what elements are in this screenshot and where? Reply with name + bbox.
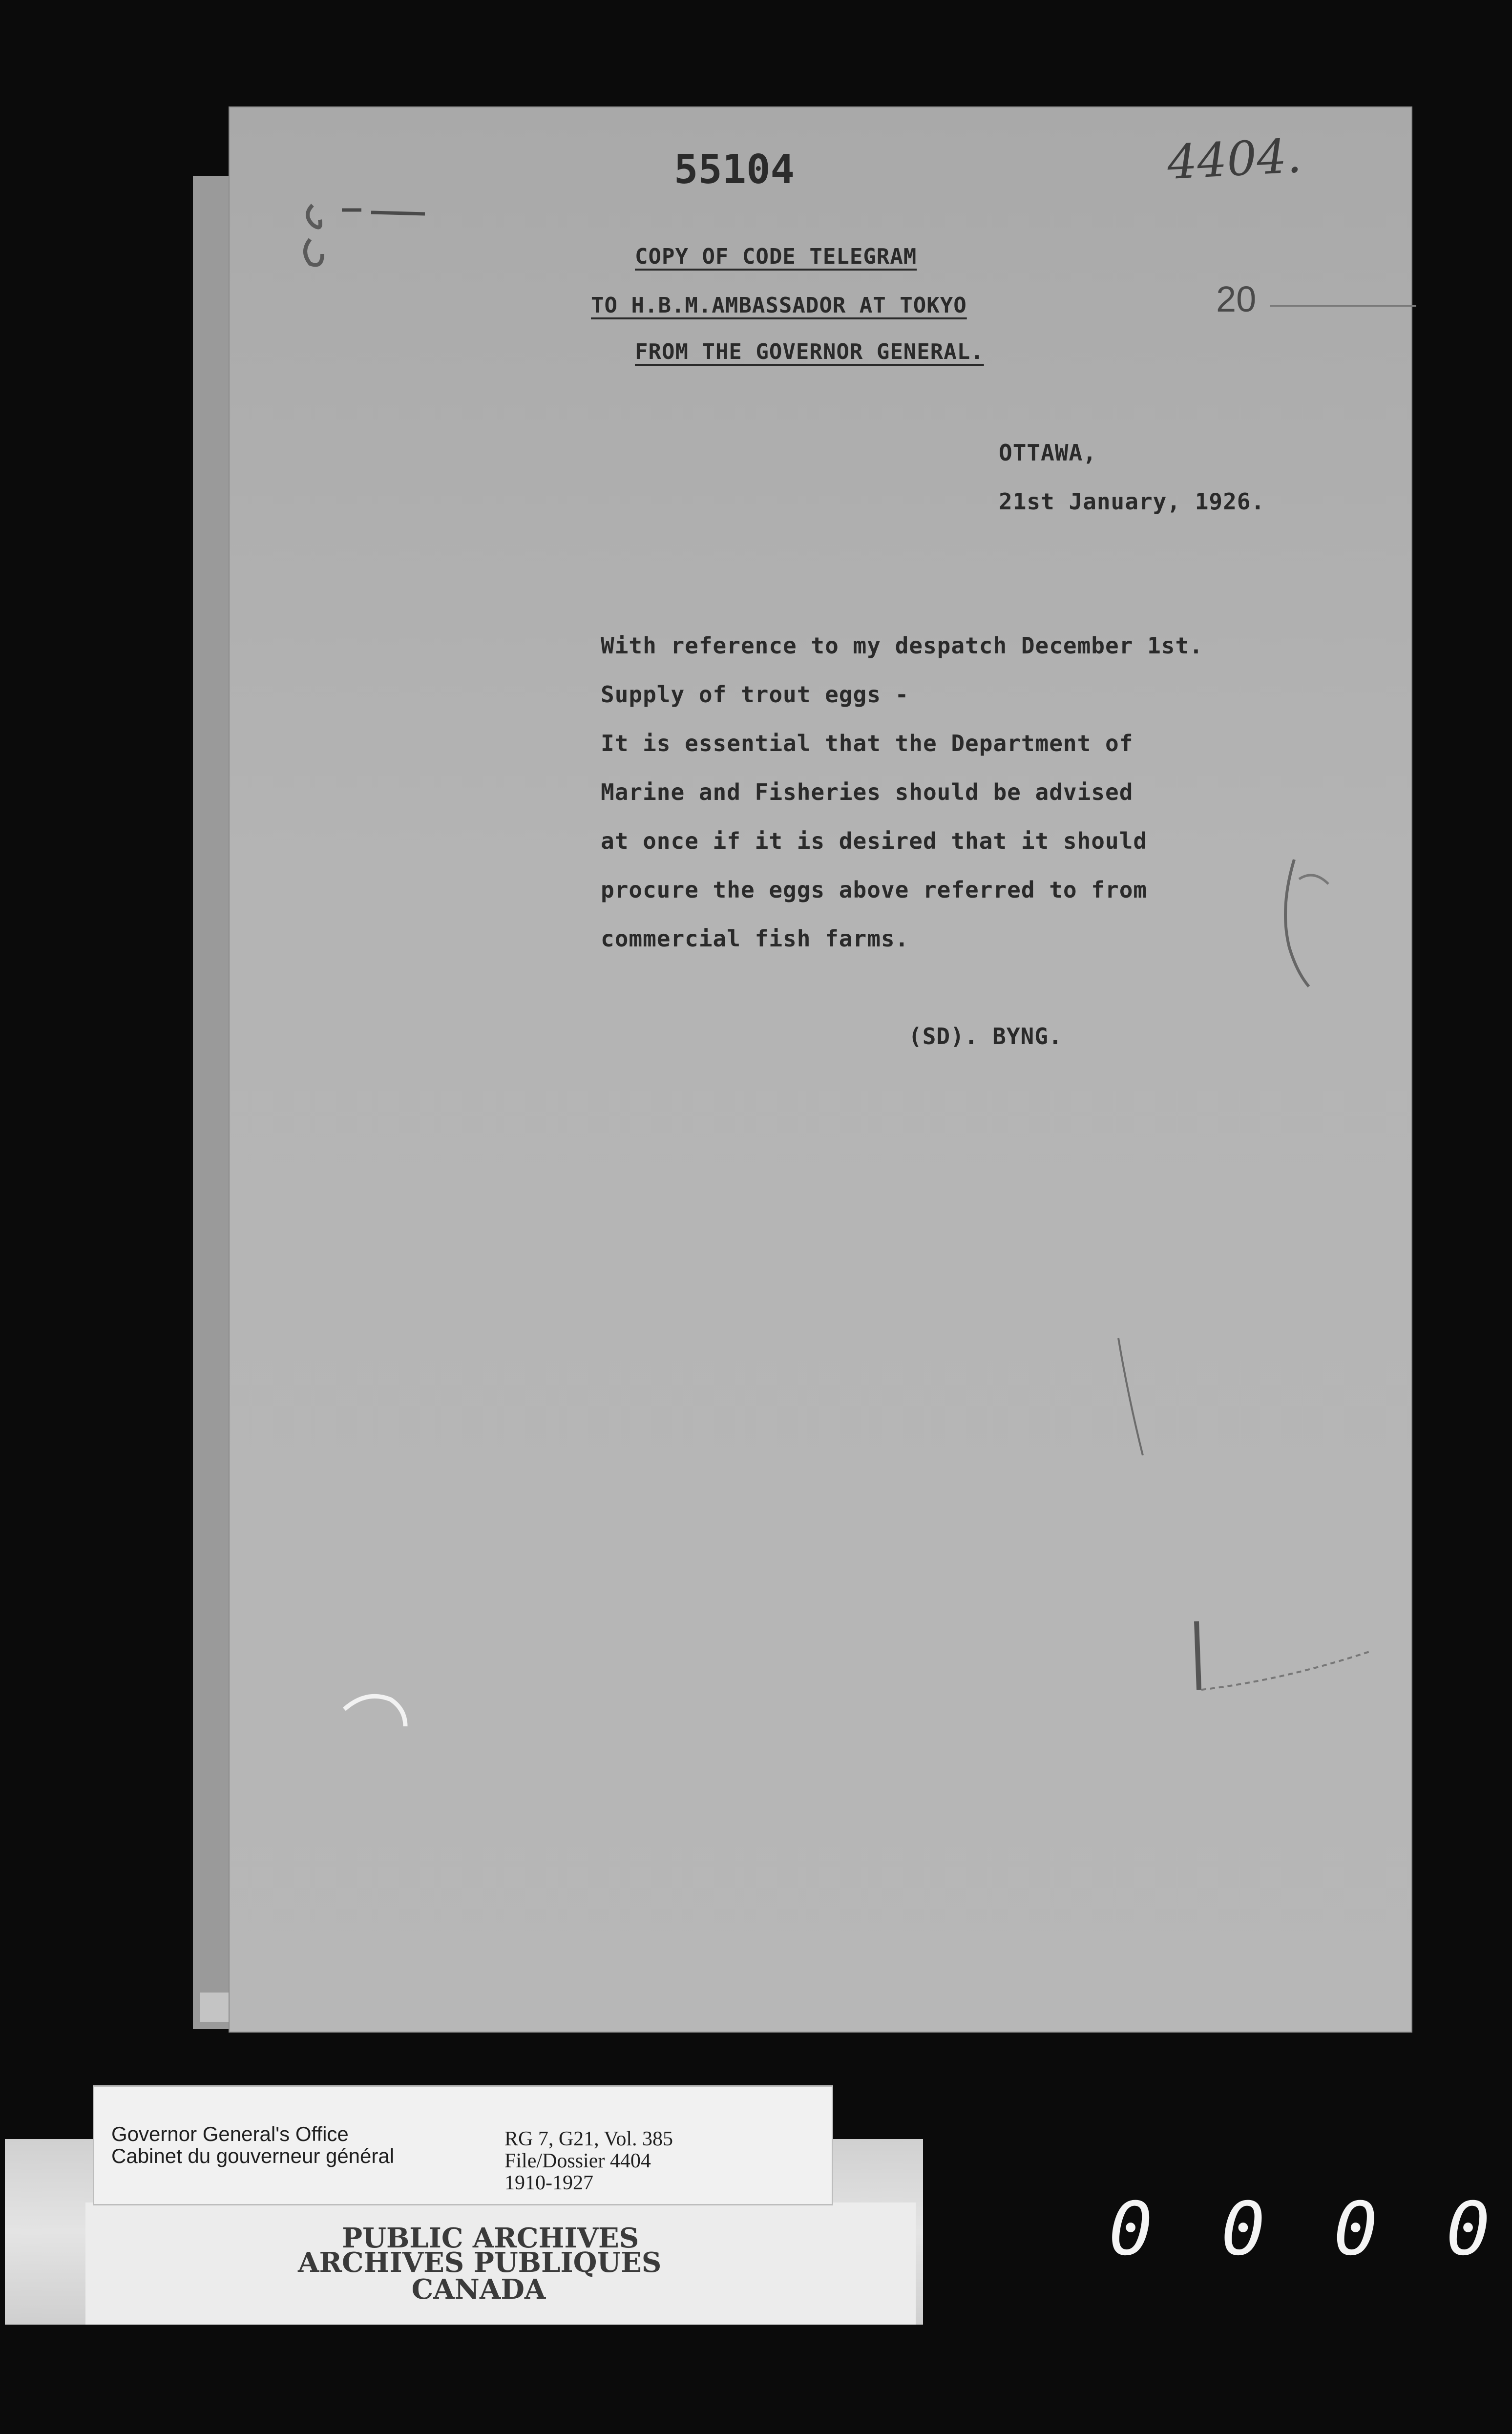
file-number: 55104 — [674, 147, 795, 193]
archive-label — [93, 2085, 833, 2205]
frame-counter-digit: 0 — [1333, 2187, 1378, 2272]
body-line: It is essential that the Department of — [601, 730, 1134, 756]
archive-stamp-line-2: ARCHIVES PUBLIQUES — [298, 2246, 662, 2279]
archive-stamp-line-1: PUBLIC ARCHIVES — [342, 2222, 639, 2254]
film-blemish — [337, 1680, 425, 1734]
body-line: at once if it is desired that it should — [601, 828, 1148, 854]
body-line: With reference to my despatch December 1st. — [601, 632, 1203, 659]
body-line: procure the eggs above referred to from — [601, 877, 1148, 903]
archive-stamp-line-3: CANADA — [411, 2273, 546, 2306]
frame-counter — [1109, 2187, 1491, 2272]
heading-line-1: COPY OF CODE TELEGRAM — [635, 244, 917, 269]
telegram-sheet — [230, 107, 1411, 2032]
pencil-mark — [1099, 1319, 1416, 1709]
body-line: commercial fish farms. — [601, 925, 909, 952]
signature: (SD). BYNG. — [908, 1023, 1063, 1049]
pencil-mark — [1250, 850, 1348, 996]
archive-date-range: 1910-1927 — [504, 2172, 593, 2194]
heading-line-3: FROM THE GOVERNOR GENERAL. — [635, 339, 984, 364]
frame-counter-digit: 0 — [1221, 2187, 1265, 2272]
frame-counter-digit: 0 — [1446, 2187, 1491, 2272]
archive-reference: RG 7, G21, Vol. 385 — [504, 2128, 673, 2150]
handwritten-file-ref: 4404. — [1166, 128, 1303, 190]
archive-file-number: File/Dossier 4404 — [504, 2150, 651, 2172]
date: 21st January, 1926. — [999, 488, 1265, 515]
place: OTTAWA, — [999, 440, 1097, 466]
office-name-en: Governor General's Office — [111, 2122, 349, 2145]
heading-line-2: TO H.B.M.AMBASSADOR AT TOKYO — [591, 293, 967, 318]
page-number-line — [1270, 305, 1416, 307]
body-line: Supply of trout eggs - — [601, 681, 909, 708]
body-line: Marine and Fisheries should be advised — [601, 779, 1134, 805]
frame-counter-digit: 0 — [1109, 2187, 1153, 2272]
office-name-fr: Cabinet du gouverneur général — [111, 2144, 395, 2167]
page-number: 20 — [1216, 279, 1257, 319]
margin-mark — [293, 186, 440, 283]
